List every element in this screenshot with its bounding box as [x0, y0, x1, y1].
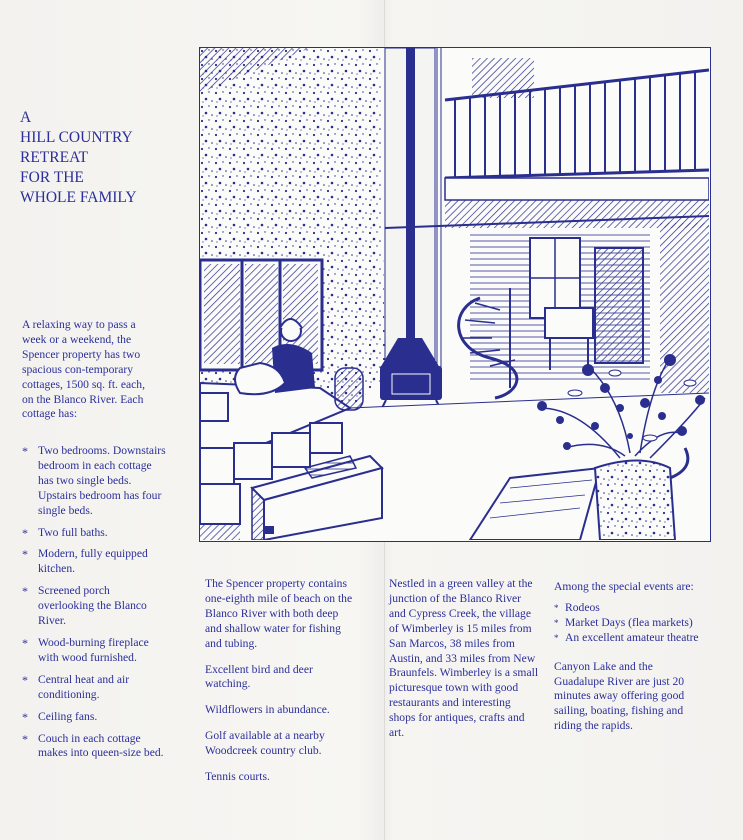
- headline-line: RETREAT: [20, 149, 89, 166]
- property-paragraph: Tennis courts.: [205, 770, 270, 784]
- feature-item: [22, 526, 166, 541]
- events-list: [554, 601, 704, 646]
- event-text: Rodeos: [565, 600, 600, 614]
- headline-line: FOR THE: [20, 169, 84, 186]
- property-paragraph: Wildflowers in abundance.: [205, 703, 330, 717]
- asterisk-bullet-icon: *: [22, 525, 28, 540]
- asterisk-bullet-icon: *: [554, 617, 559, 628]
- location-paragraph: Nestled in a green valley at the junction of the Blanco River and Cypress Creek, the village of Wimberley is 15 miles from San Marcos, 38 miles from Austin, and 33 miles from New Braunfels. Wimberley is a small picturesque town with good restaurants and interesting shops for antiques, crafts and art.: [389, 577, 539, 740]
- asterisk-bullet-icon: *: [22, 584, 28, 599]
- feature-item: [22, 710, 166, 725]
- interior-drawing: [200, 48, 709, 540]
- feature-text: Couch in each cottage makes into queen-size bed.: [38, 731, 164, 760]
- event-item: [554, 631, 704, 646]
- asterisk-bullet-icon: *: [22, 709, 28, 724]
- asterisk-bullet-icon: *: [554, 632, 559, 643]
- location-column: [389, 577, 539, 752]
- feature-item: [22, 547, 166, 577]
- asterisk-bullet-icon: *: [554, 602, 559, 613]
- feature-text: Screened porch overlooking the Blanco River.: [38, 584, 147, 628]
- feature-item: [22, 444, 166, 519]
- events-intro: Among the special events are:: [554, 580, 694, 593]
- property-paragraph: The Spencer property contains one-eighth mile of beach on the Blanco River with both deep and shallow water for fishing and tubing.: [205, 577, 353, 650]
- property-paragraph: Golf available at a nearby Woodcreek country club.: [205, 729, 325, 758]
- headline-line: HILL COUNTRY: [20, 129, 133, 146]
- feature-text: Ceiling fans.: [38, 709, 98, 723]
- cottage-interior-illustration: [199, 47, 711, 542]
- asterisk-bullet-icon: *: [22, 731, 28, 746]
- headline-line: A: [20, 109, 32, 126]
- asterisk-bullet-icon: *: [22, 672, 28, 687]
- asterisk-bullet-icon: *: [22, 547, 28, 562]
- feature-text: Two bedrooms. Downstairs bedroom in each cottage has two single beds. Upstairs bedroom has four single beds.: [38, 444, 166, 517]
- asterisk-bullet-icon: *: [22, 444, 28, 458]
- feature-text: Modern, fully equipped kitchen.: [38, 547, 148, 576]
- feature-item: [22, 732, 166, 762]
- property-column: [205, 577, 355, 796]
- asterisk-bullet-icon: *: [22, 635, 28, 650]
- event-item: [554, 616, 704, 631]
- events-column: [554, 580, 704, 734]
- feature-text: Wood-burning fireplace with wood furnished.: [38, 635, 149, 664]
- closing-paragraph: Canyon Lake and the Guadalupe River are just 20 minutes away offering good sailing, boating, fishing and riding the rapids.: [554, 659, 685, 733]
- headline: [20, 108, 190, 208]
- property-paragraph: Excellent bird and deer watching.: [205, 662, 313, 691]
- feature-text: Central heat and air conditioning.: [38, 672, 130, 701]
- headline-line: WHOLE FAMILY: [20, 189, 137, 206]
- feature-item: [22, 673, 166, 703]
- event-text: Market Days (flea markets): [565, 615, 693, 629]
- feature-text: Two full baths.: [38, 525, 108, 539]
- feature-list: [22, 444, 166, 768]
- event-text: An excellent amateur theatre: [565, 630, 699, 644]
- intro-paragraph: A relaxing way to pass a week or a weekend, the Spencer property has two spacious con-temporary cottages, 1500 sq. ft. each, on the Blanco River. Each cottage has:: [22, 318, 145, 421]
- event-item: [554, 601, 704, 616]
- feature-item: [22, 584, 166, 629]
- feature-item: [22, 636, 166, 666]
